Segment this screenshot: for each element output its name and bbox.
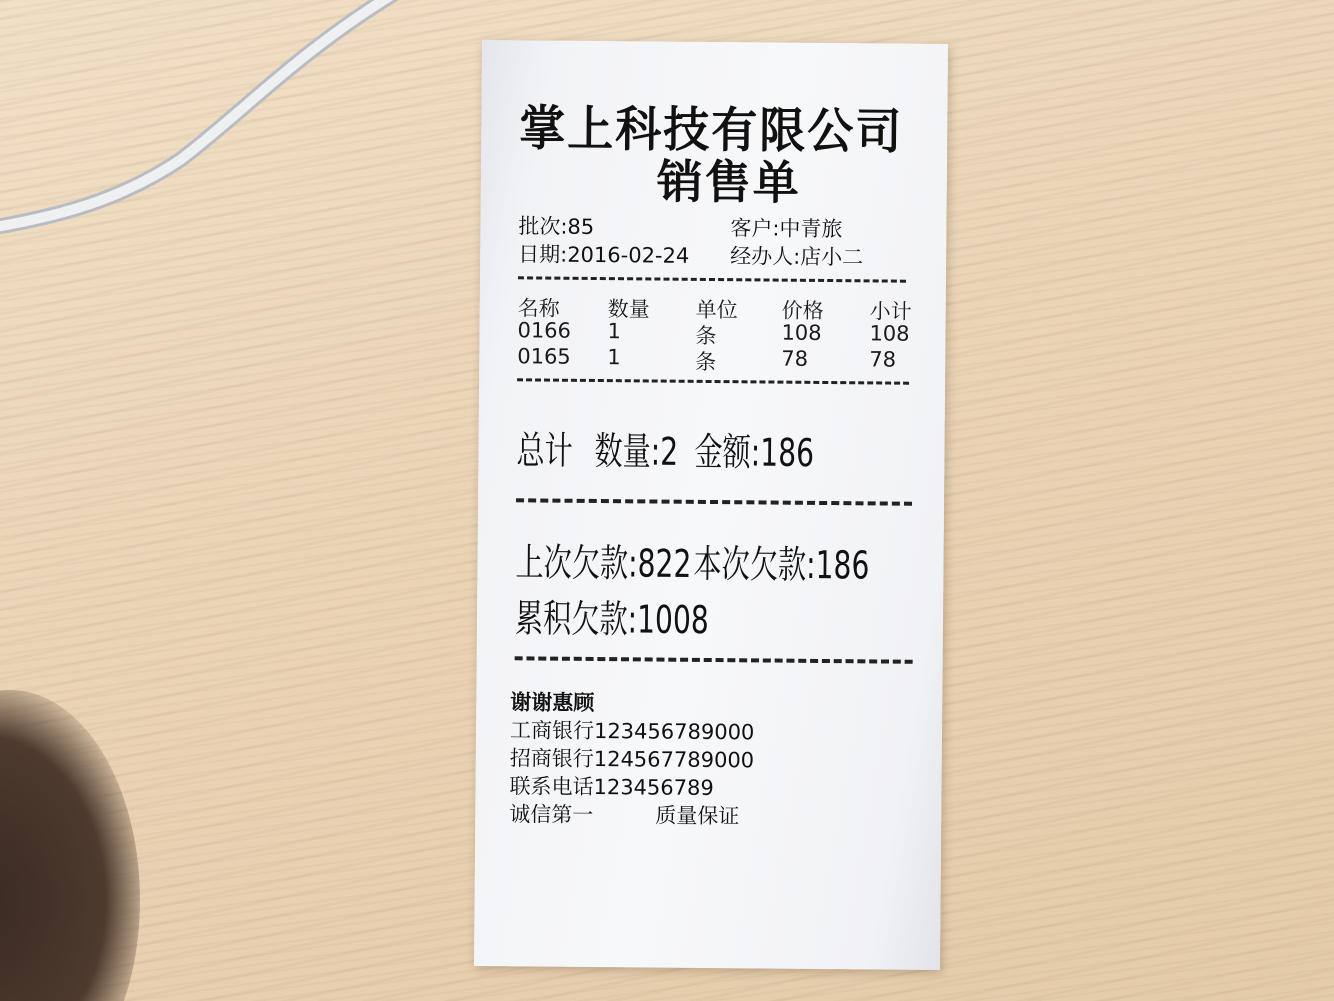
row-1-price: 108 bbox=[781, 320, 822, 345]
batch-number: 批次:85 bbox=[518, 214, 595, 239]
header-subtotal: 小计 bbox=[869, 299, 912, 324]
row-2-qty: 1 bbox=[607, 345, 621, 370]
row-2-unit: 条 bbox=[695, 349, 717, 375]
header-price: 价格 bbox=[781, 298, 824, 323]
total-label: 总计 bbox=[516, 427, 574, 474]
previous-debt: 上次欠款:822 bbox=[515, 539, 692, 587]
bank-account-cmb: 招商银行124567789000 bbox=[509, 746, 755, 773]
company-name: 掌上科技有限公司 bbox=[519, 99, 904, 160]
bank-account-icbc: 工商银行123456789000 bbox=[509, 718, 755, 745]
divider bbox=[517, 378, 909, 384]
row-1-qty: 1 bbox=[607, 319, 621, 344]
customer-name: 客户:中青旅 bbox=[730, 216, 843, 242]
total-amount: 金额:186 bbox=[694, 429, 815, 476]
thanks-message: 谢谢惠顾 bbox=[510, 690, 595, 715]
handler-name: 经办人:店小二 bbox=[730, 244, 864, 270]
divider bbox=[518, 276, 906, 282]
divider bbox=[515, 656, 913, 663]
usb-cable bbox=[0, 0, 420, 260]
header-name: 名称 bbox=[517, 296, 560, 321]
row-2-price: 78 bbox=[781, 346, 809, 371]
cumulative-debt: 累积欠款:1008 bbox=[514, 595, 710, 643]
slogan-integrity: 诚信第一 bbox=[509, 802, 594, 827]
row-1-unit: 条 bbox=[695, 323, 717, 349]
row-1-name: 0166 bbox=[517, 318, 572, 343]
contact-phone: 联系电话123456789 bbox=[509, 774, 714, 801]
row-1-subtotal: 108 bbox=[869, 321, 910, 346]
sale-date: 日期:2016-02-24 bbox=[518, 242, 690, 268]
row-2-name: 0165 bbox=[517, 344, 571, 369]
header-unit: 单位 bbox=[695, 297, 738, 323]
sales-receipt bbox=[474, 40, 948, 970]
total-quantity: 数量:2 bbox=[594, 428, 679, 475]
current-debt: 本次欠款:186 bbox=[693, 541, 870, 589]
object-shadow bbox=[0, 690, 140, 1001]
header-qty: 数量 bbox=[607, 297, 650, 322]
document-title: 销售单 bbox=[656, 154, 802, 210]
row-2-subtotal: 78 bbox=[869, 347, 897, 372]
divider bbox=[516, 498, 912, 505]
slogan-quality: 质量保证 bbox=[655, 803, 740, 829]
